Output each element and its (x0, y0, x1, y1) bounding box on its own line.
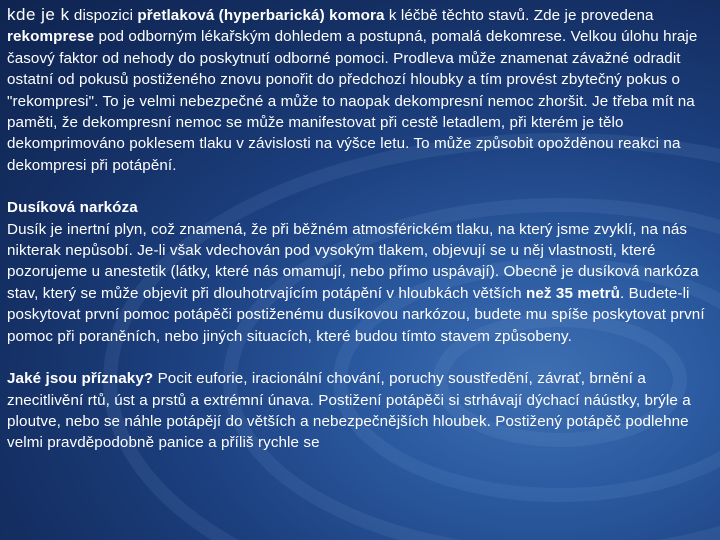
paragraph-nitrogen-narcosis: Dusík je inertní plyn, což znamená, že při běžném atmosférickém tlaku, na který jsme zvyklí, na nás nikterak nepůsobí. Je-li však vdechován pod vysokým tlakem, objevují se u něj vlastnosti, které pozorujeme u anestetik (látky, které nás omamují, nebo přímo uspávají). Obecně je dusíková narkóza stav, který se může objevit při dlouhotrvajícím potápění v hloubkách větších než 35 metrů. Budete-li poskytovat první pomoc potápěči postiženému dusíkovou narkózou, budete mu spíše poskytovat první pomoc při poraněních, nebo jiných situacích, které budou tímto stavem způsobeny. (7, 220, 705, 345)
recompression-term: rekomprese (7, 28, 95, 46)
paragraph-hyperbaric-chamber: kde je k dispozici přetlaková (hyperbarická) komora k léčbě těchto stavů. Zde je provedena rekomprese pod odborným lékařským dohledem a postupná, pomalá dekomrese. Velkou úlohu hraje časový faktor od nehody do poskytnutí odborné pomoci. Prodleva může znamenat závažné odradit ostatní od pokusů postiženého znovu ponořit do předchozí hloubky a tím provést zbytečný pokus o "rekompresi". To je velmi nebezpečné a může to naopak dekompresní nemoc zhoršit. Je třeba mít na paměti, že dekompresní nemoc se může manifestovat při cestě letadlem, při kterém je tělo dekomprimováno poklesem tlaku v závislosti na výšce letu. To může způsobit opožděnou reakci na dekompresi při potápění. (7, 5, 698, 174)
paragraph-lead-text: kde je k (7, 5, 70, 24)
paragraph-spacer (7, 347, 715, 368)
paragraph-spacer (7, 176, 715, 197)
slide-text-body (7, 4, 715, 454)
symptoms-question-heading: Jaké jsou příznaky? (7, 370, 154, 388)
depth-threshold-term: než 35 metrů (525, 284, 621, 302)
hyperbaric-chamber-term: přetlaková (hyperbarická) komora (137, 7, 385, 24)
section-heading-nitrogen-narcosis: Dusíková narkóza (7, 199, 138, 217)
paragraph-symptoms: Jaké jsou příznaky? Pocit euforie, iracionální chování, poruchy soustředění, závrať, brnění a znecitlivění rtů, úst a prstů a extrémní únava. Postižení potápěči si strhávají dýchací náústky, brýle a ploutve, nebo se náhle potápějí do větších a nebezpečnějších hloubek. Postižený potápěč podlehne velmi pravděpodobně panice a příliš rychle se (7, 370, 691, 452)
